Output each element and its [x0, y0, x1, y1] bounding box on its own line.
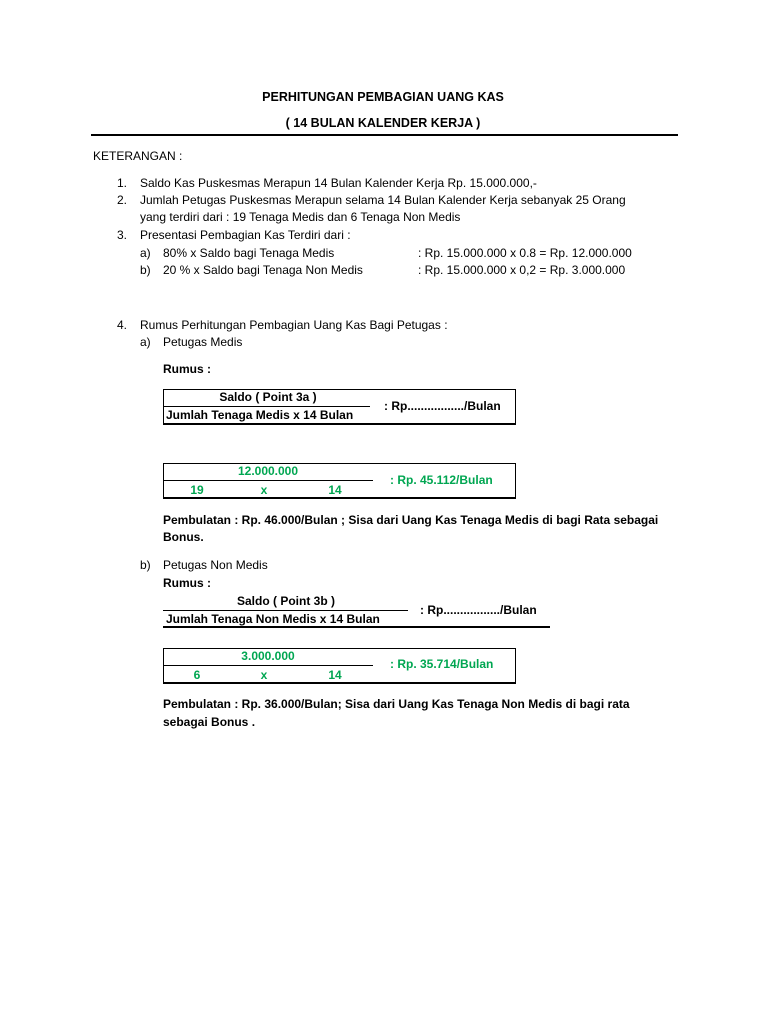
rumus-label: Rumus :	[163, 362, 211, 376]
formula-denominator: Jumlah Tenaga Non Medis x 14 Bulan	[166, 612, 380, 626]
item-number: 4.	[117, 318, 128, 332]
note-text: Pembulatan : Rp. 46.000/Bulan ; Sisa dari Uang Kas Tenaga Medis di bagi Rata sebagai	[163, 513, 659, 527]
header-divider	[91, 134, 678, 136]
item-text: Presentasi Pembagian Kas Terdiri dari :	[140, 228, 351, 242]
sub-calc: : Rp. 15.000.000 x 0.8 = Rp. 12.000.000	[418, 246, 632, 260]
fraction-line	[163, 480, 373, 481]
calc-result: : Rp. 45.112/Bulan	[390, 473, 493, 487]
sub-label: b)	[140, 263, 151, 277]
calc-times: x	[260, 483, 268, 497]
calc-count: 19	[190, 483, 204, 497]
calc-result: : Rp. 35.714/Bulan	[390, 657, 494, 671]
page-title: PERHITUNGAN PEMBAGIAN UANG KAS	[262, 90, 504, 104]
formula-result: : Rp................./Bulan	[384, 399, 501, 413]
item-number: 1.	[117, 176, 128, 190]
section-title: Petugas Non Medis	[163, 558, 268, 572]
fraction-line	[163, 665, 373, 666]
formula-numerator: Saldo ( Point 3a )	[219, 390, 317, 404]
section-label: b)	[140, 558, 151, 572]
formula-denominator: Jumlah Tenaga Medis x 14 Bulan	[166, 408, 354, 422]
calc-numerator: 12.000.000	[237, 464, 299, 478]
calc-times: x	[260, 668, 268, 682]
calc-numerator: 3.000.000	[241, 649, 295, 663]
item-number: 3.	[117, 228, 128, 242]
note-text-continued: Bonus.	[163, 530, 204, 544]
sub-text: 80% x Saldo bagi Tenaga Medis	[163, 246, 335, 260]
item-text: Jumlah Petugas Puskesmas Merapun selama 14 Bulan Kalender Kerja sebanyak 25 Orang	[140, 193, 626, 207]
sub-label: a)	[140, 246, 151, 260]
calc-months: 14	[328, 483, 342, 497]
fraction-line	[163, 406, 370, 407]
item-text: Rumus Perhitungan Pembagian Uang Kas Bagi Petugas :	[140, 318, 448, 332]
section-label: a)	[140, 335, 151, 349]
sub-text: 20 % x Saldo bagi Tenaga Non Medis	[163, 263, 363, 277]
rumus-label: Rumus :	[163, 576, 211, 590]
note-text: Pembulatan : Rp. 36.000/Bulan; Sisa dari Uang Kas Tenaga Non Medis di bagi rata	[163, 697, 630, 711]
calc-months: 14	[328, 668, 342, 682]
formula-result: : Rp................./Bulan	[420, 603, 537, 617]
item-text-continued: yang terdiri dari : 19 Tenaga Medis dan 6 Tenaga Non Medis	[140, 210, 461, 224]
keterangan-label: KETERANGAN :	[93, 149, 183, 163]
formula-numerator: Saldo ( Point 3b )	[237, 594, 335, 608]
calc-count: 6	[193, 668, 201, 682]
section-title: Petugas Medis	[163, 335, 243, 349]
page-subtitle: ( 14 BULAN KALENDER KERJA )	[285, 116, 481, 130]
item-number: 2.	[117, 193, 128, 207]
formula-underline	[163, 626, 550, 628]
sub-calc: : Rp. 15.000.000 x 0,2 = Rp. 3.000.000	[418, 263, 626, 277]
note-text-continued: sebagai Bonus .	[163, 715, 256, 729]
fraction-line	[163, 610, 408, 611]
item-text: Saldo Kas Puskesmas Merapun 14 Bulan Kalender Kerja Rp. 15.000.000,-	[140, 176, 537, 190]
